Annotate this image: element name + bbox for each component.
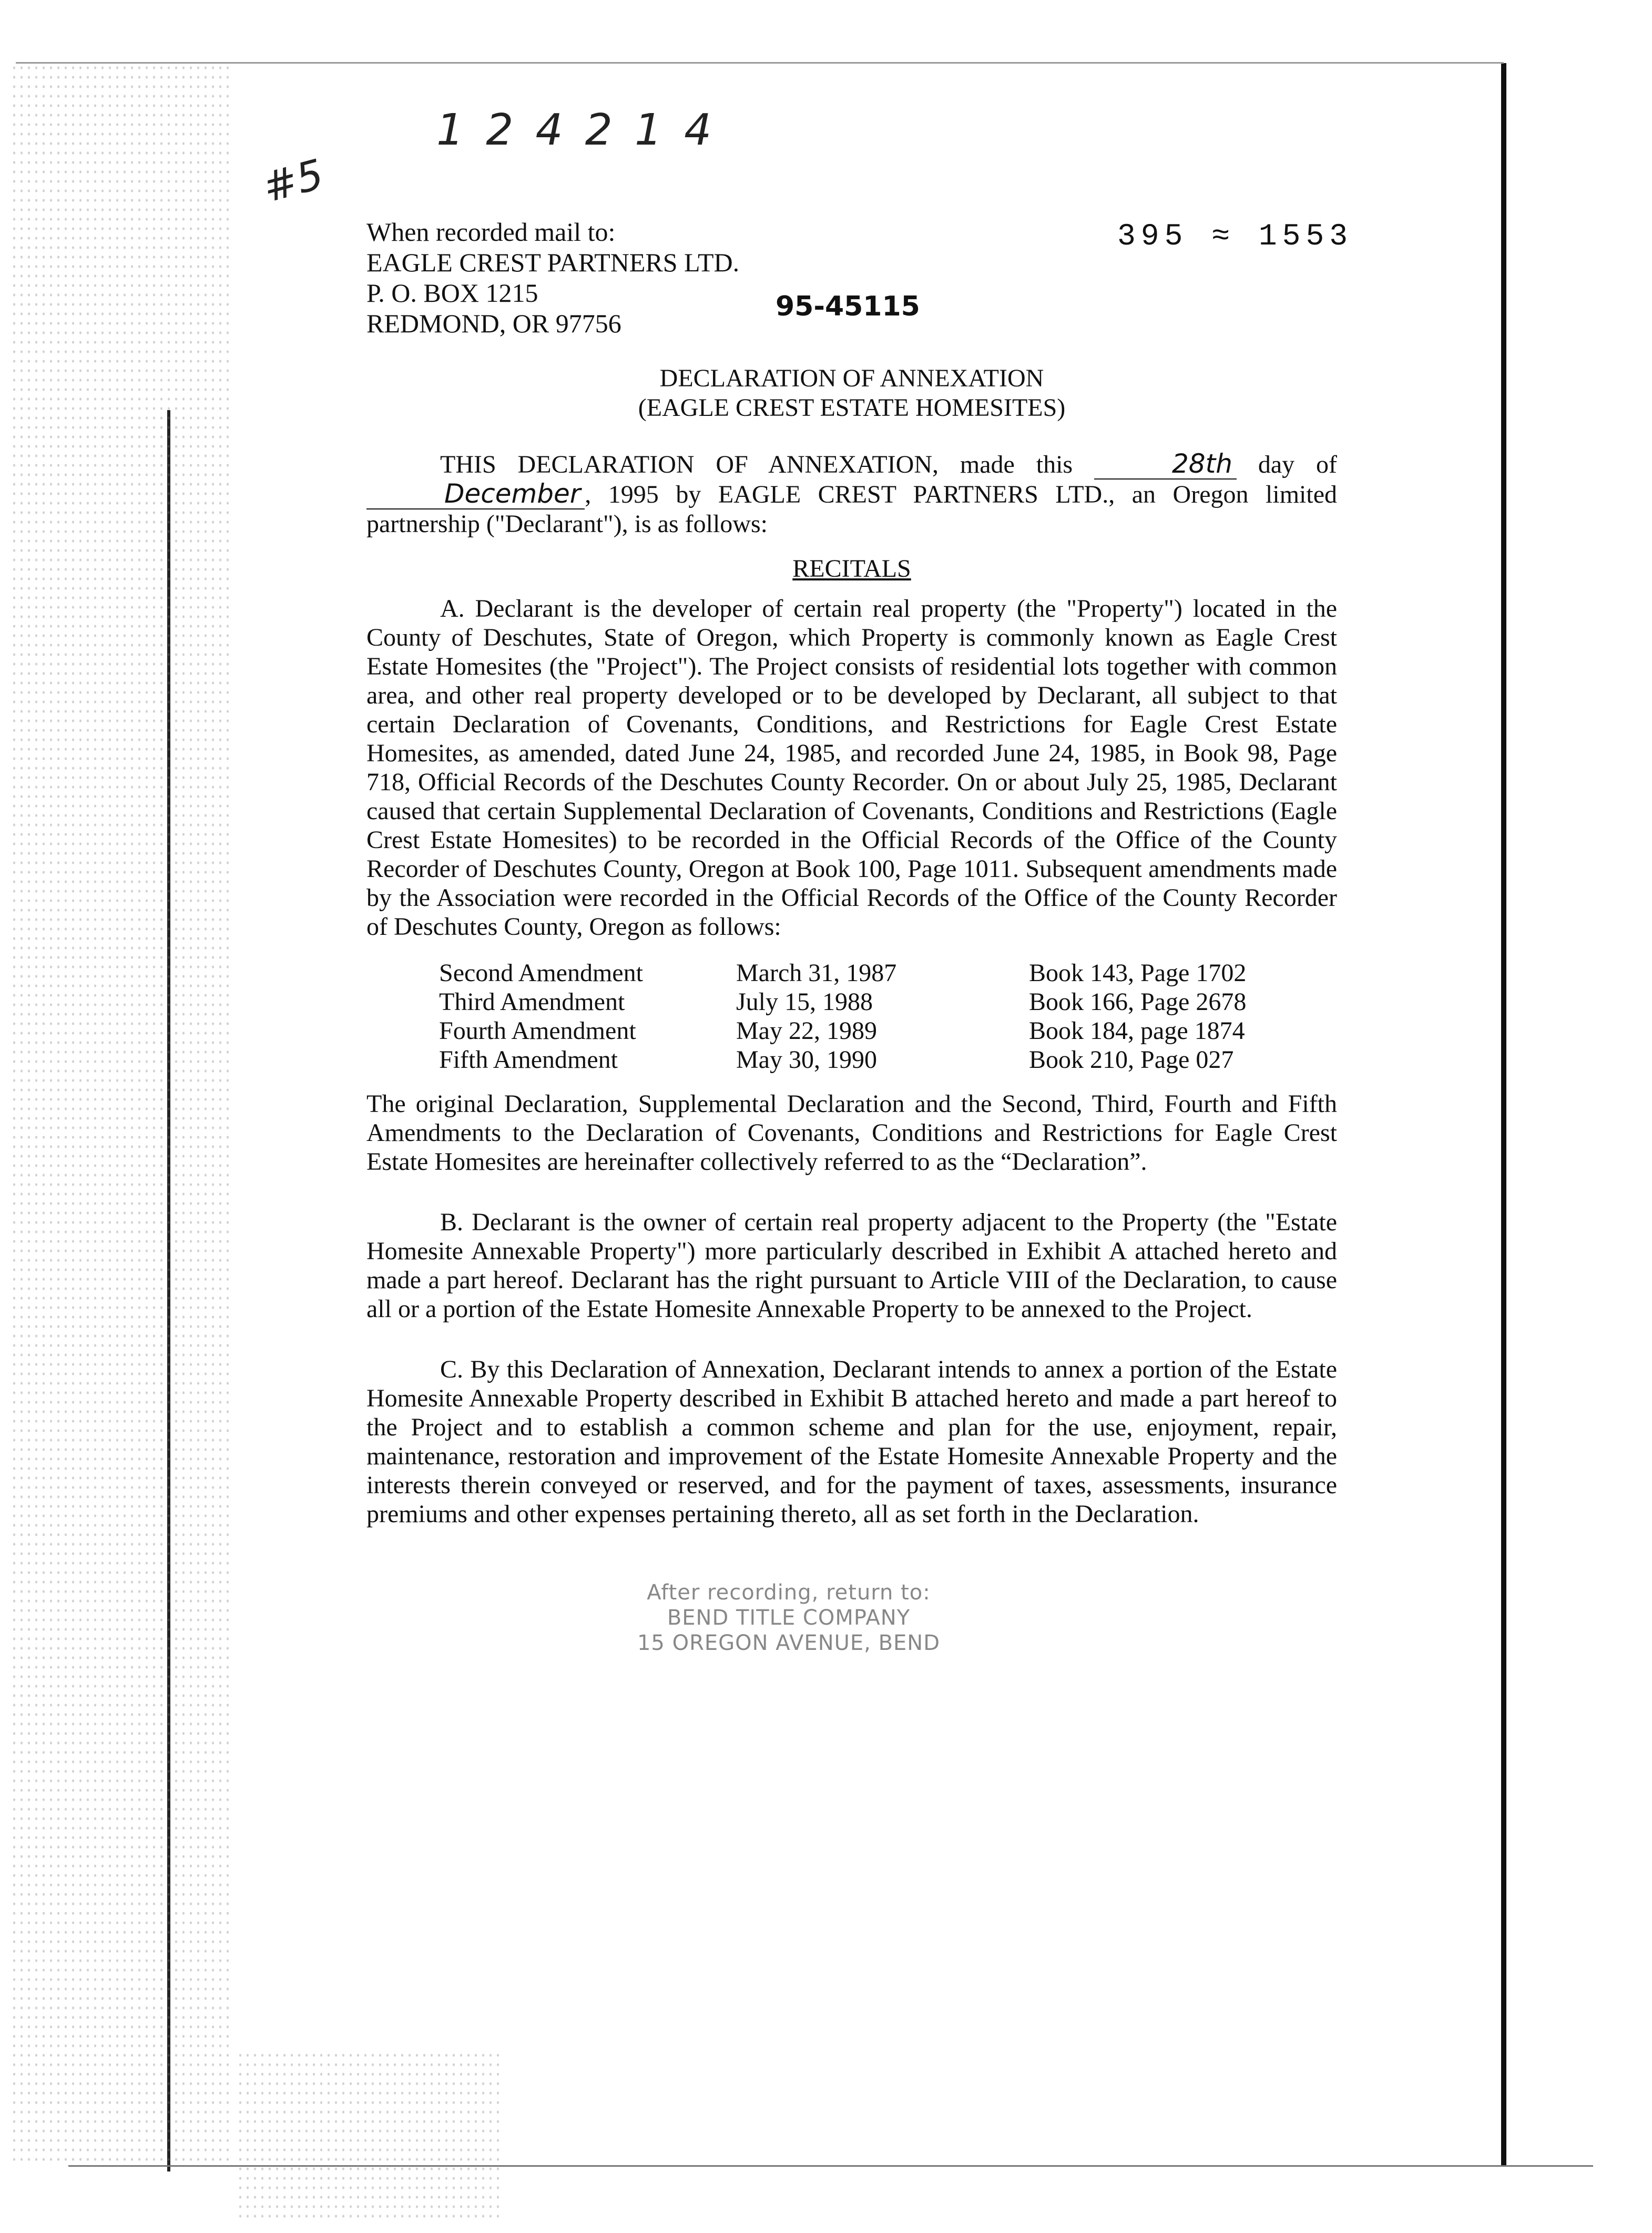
table-row [439,1016,1246,1045]
document-title [366,364,1337,423]
handwritten-mark: #5 [258,150,329,212]
mailing-line: When recorded mail to: [366,217,616,247]
amendment-date: July 15, 1988 [736,988,873,1016]
recital-a: A. Declarant is the developer of certain real property (the "Property") located in the County of Deschutes, State of Oregon, which Property is commonly known as Eagle Crest Estate Homesites (the "Project"). The Project consists of residential lots together with common area, and other real property developed or to be developed by Declarant, all subject to that certain Declaration of Covenants, Conditions, and Restrictions for Eagle Crest Estate Homesites, as amended, dated June 24, 1985, and recorded June 24, 1985, in Book 98, Page 718, Official Records of the Deschutes County Recorder. On or about July 25, 1985, Declarant caused that certain Supplemental Declaration of Covenants, Conditions and Restrictions (Eagle Crest Estate Homesites) to be recorded in the Official Records of the Office of the County Recorder of Deschutes County, Oregon at Book 100, Page 1011. Subsequent amendments made by the Association were recorded in the Official Records of the Office of the County Recorder of Deschutes County, Oregon as follows: [366,595,1337,941]
recording-number: 95-45115 [776,291,920,322]
amendment-name: Second Amendment [439,959,643,987]
amendment-date: May 30, 1990 [736,1046,877,1074]
handwritten-day: 28th [1094,450,1237,480]
amendment-ref: Book 166, Page 2678 [1029,988,1247,1016]
amendment-name: Third Amendment [439,988,625,1016]
scan-noise-bottom [237,2051,499,2219]
amendment-ref: Book 184, page 1874 [1029,1017,1245,1045]
mailing-line: P. O. BOX 1215 [366,278,538,308]
amendment-name: Fifth Amendment [439,1046,618,1074]
table-row [439,987,1246,1016]
book-page-reference: 395 ≈ 1553 [1117,220,1353,254]
return-stamp [605,1580,973,1656]
mailing-address [366,217,739,339]
stamp-line: After recording, return to: [647,1581,931,1605]
handwritten-month: December [366,480,585,509]
stamp-line: 15 OREGON AVENUE, BEND [637,1631,941,1655]
scan-top-edge [16,62,1504,64]
intro-post: , 1995 by EAGLE CREST PARTNERS LTD., an Oregon limited partnership ("Declarant"), is as follows: [366,481,1337,538]
recital-a-continued: The original Declaration, Supplemental Declaration and the Second, Third, Fourth and Fifth Amendments to the Declaration of Covenants, Conditions and Restrictions for Eagle Crest Estate Homesites are hereinafter collectively referred to as the “Declaration”. [366,1090,1337,1176]
intro-mid: day of [1258,451,1338,478]
amendment-name: Fourth Amendment [439,1017,636,1045]
table-row [439,959,1246,987]
stamp-line: BEND TITLE COMPANY [667,1606,911,1630]
scan-noise-left [11,63,231,2166]
recitals-heading: RECITALS [792,555,911,583]
intro-pre: THIS DECLARATION OF ANNEXATION, made this [440,451,1073,478]
title-line-2: (EAGLE CREST ESTATE HOMESITES) [638,394,1066,422]
amendment-date: March 31, 1987 [736,959,897,987]
amendment-ref: Book 143, Page 1702 [1029,959,1247,987]
mailing-line: REDMOND, OR 97756 [366,309,621,338]
table-row [439,1045,1246,1074]
recital-c: C. By this Declaration of Annexation, Declarant intends to annex a portion of the Estate Homesite Annexable Property described in Exhibit B attached hereto and made a part hereof to the Project and to establish a common scheme and plan for the use, enjoyment, repair, maintenance, restoration and improvement of the Estate Homesite Annexable Property and the interests therein conveyed or reserved, and for the payment of taxes, assessments, insurance premiums and other expenses pertaining thereto, all as set forth in the Declaration. [366,1355,1337,1528]
amendments-table [439,959,1246,1074]
amendment-date: May 22, 1989 [736,1017,877,1045]
mailing-line: EAGLE CREST PARTNERS LTD. [366,248,740,277]
intro-paragraph [366,450,1337,538]
recital-b: B. Declarant is the owner of certain real property adjacent to the Property (the "Estate Homesite Annexable Property") more particularly described in Exhibit A attached hereto and made a part hereof. Declarant has the right pursuant to Article VIII of the Declaration, to cause all or a portion of the Estate Homesite Annexable Property to be annexed to the Project. [366,1208,1337,1323]
handwritten-file-number: 1 2 4 2 1 4 [436,105,716,155]
scan-right-border [1501,63,1506,2166]
title-line-1: DECLARATION OF ANNEXATION [659,364,1044,392]
amendment-ref: Book 210, Page 027 [1029,1046,1234,1074]
